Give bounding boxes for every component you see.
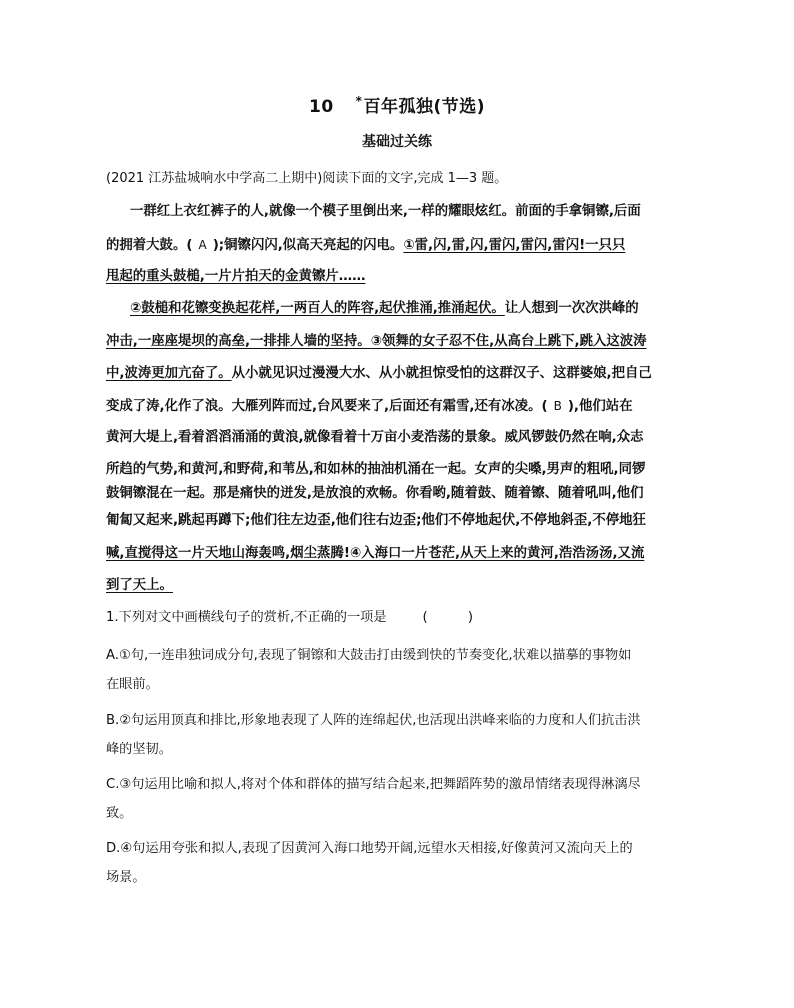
passage-line-2-a: 的拥着大鼓。(: [106, 238, 193, 253]
passage-line-12: [106, 545, 644, 563]
passage-line-2-b: );铜镲闪闪,似高天亮起的闪电。: [212, 238, 404, 253]
sentence-3-underlined-cont: 中,波涛更加亢奋了。: [106, 366, 232, 381]
passage-line-7-b: ),他们站在: [567, 399, 633, 414]
source-suffix: 题。: [477, 171, 508, 186]
passage-line-1: 一群红上衣红裤子的人,就像一个模子里倒出来,一样的耀眼炫红。前面的手拿铜镲,后面: [130, 204, 641, 219]
question-stem-text: 1.下列对文中画横线句子的赏析,不正确的一项是: [106, 610, 387, 625]
blank-b-answer: B: [553, 399, 562, 413]
option-c-line-2: 致。: [106, 806, 133, 821]
answer-parentheses: ( ): [422, 610, 492, 625]
question-stem: [106, 609, 491, 627]
sentence-2-underlined: ②鼓槌和花镲变换起花样,一两百人的阵容,起伏推涌,推涌起伏。: [130, 301, 505, 316]
passage-line-3: [106, 268, 366, 286]
passage-line-4: [130, 300, 639, 318]
passage-line-13: [106, 577, 173, 595]
star-mark: *: [355, 94, 363, 109]
sentence-4-underlined-cont: 到了天上。: [106, 578, 173, 593]
sentence-1-underlined: ①雷,闪,雷,闪,雷闪,雷闪,雷闪!一只只: [403, 238, 626, 253]
passage-line-5: [106, 333, 647, 351]
section-subtitle: 基础过关练: [362, 134, 432, 150]
lesson-title: [0, 92, 794, 117]
passage-line-7: [106, 397, 633, 416]
passage-line-6: [106, 365, 652, 383]
passage-line-10: 鼓铜镲混在一起。那是痛快的迸发,是放浪的欢畅。你看哟,随着鼓、随着镲、随着吼叫,他们: [106, 486, 644, 501]
source-prefix: (2021 江苏盐城响水中学高二上期中)阅读下面的文字,完成: [106, 171, 448, 186]
lesson-title-text: 百年孤独(节选): [363, 97, 485, 117]
passage-line-11: 匍匐又起来,跳起再蹲下;他们往左边歪,他们往右边歪;他们不停地起伏,不停地斜歪,不停地狂: [106, 513, 646, 528]
option-c-line-1: C.③句运用比喻和拟人,将对个体和群体的描写结合起来,把舞蹈阵势的激昂情绪表现得淋漓尽: [106, 777, 641, 792]
passage-line-7-a: 变成了涛,化作了浪。大雁列阵而过,台风要来了,后面还有霜雪,还有冰凌。(: [106, 399, 548, 414]
passage-line-6-b: 从小就见识过漫漫大水、从小就担惊受怕的这群汉子、这群婆娘,把自己: [231, 366, 652, 381]
sentence-4-underlined: ④入海口一片苍茫,从天上来的黄河,浩浩汤汤,又流: [349, 546, 645, 561]
option-d-line-1: D.④句运用夸张和拟人,表现了因黄河入海口地势开阔,远望水天相接,好像黄河又流向天上的: [106, 841, 633, 856]
option-a-line-2: 在眼前。: [106, 677, 159, 692]
option-d-line-2: 场景。: [106, 870, 146, 885]
source-line: [106, 167, 507, 186]
sentence-2-underlined-cont: 冲击,一座座堤坝的高垒,一排排人墙的坚持。: [106, 334, 371, 349]
sentence-3-underlined: ③领舞的女子忍不住,从高台上跳下,跳入这波涛: [370, 334, 647, 349]
passage-line-9: 所趋的气势,和黄河,和野荷,和苇丛,和如林的抽油机涌在一起。女声的尖嗓,男声的粗吼,同锣: [106, 462, 646, 477]
passage-line-8: 黄河大堤上,看着滔滔涌涌的黄浪,就像看着十万亩小麦浩荡的景象。威风锣鼓仍然在响,众志: [106, 430, 644, 445]
question-range: 1—3: [447, 171, 478, 186]
blank-a-answer: A: [198, 238, 207, 252]
option-b-line-2: 峰的坚韧。: [106, 742, 172, 757]
option-b-line-1: B.②句运用顶真和排比,形象地表现了人阵的连绵起伏,也活现出洪峰来临的力度和人们抗击洪: [106, 713, 641, 728]
passage-line-4-b: 让人想到一次次洪峰的: [504, 301, 639, 316]
sentence-1-underlined-cont: 甩起的重头鼓槌,一片片拍天的金黄镲片……: [106, 269, 366, 284]
passage-line-12-a: 喊,直搅得这一片天地山海轰鸣,烟尘蒸腾!: [106, 546, 350, 561]
lesson-number: 10: [309, 97, 334, 117]
passage-line-2: [106, 236, 625, 255]
option-a-line-1: A.①句,一连串独词成分句,表现了铜镲和大鼓击打由缓到快的节奏变化,状难以描摹的事物如: [106, 648, 632, 663]
